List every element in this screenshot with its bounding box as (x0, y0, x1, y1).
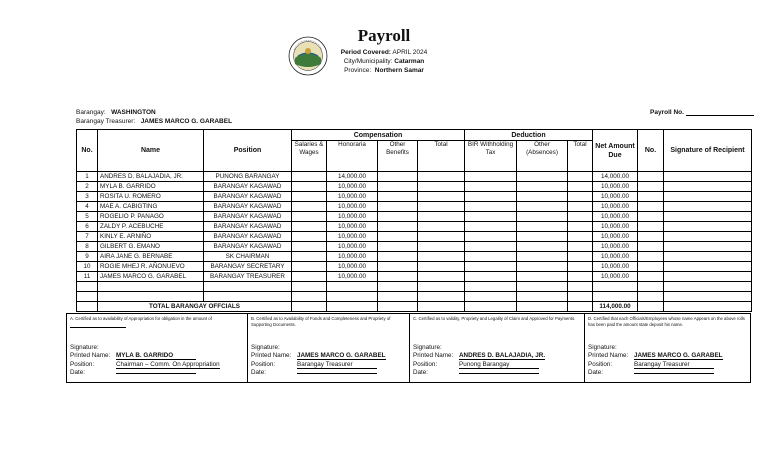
total-row (77, 302, 752, 312)
cert-c-position: Position: Punong Barangay (413, 361, 545, 369)
cert-c-signature: Signature: (413, 344, 442, 351)
table-row: 2 MYLA B. GARRIDO BARANGAY KAGAWAD 10,000.00 10,000.00 (77, 182, 752, 192)
payroll-table (76, 129, 752, 312)
table-row: 8 GILBERT G. EMANO BARANGAY KAGAWAD 10,000.00 10,000.00 (77, 242, 752, 252)
cert-a-text: A. Certified as to availability of Appropriation for obligation in the amount of (70, 316, 244, 340)
cert-b-signature: Signature: (251, 344, 280, 351)
cert-b (248, 314, 410, 382)
cert-a (67, 314, 248, 382)
cert-c-text: C. Certified as to validity, Propriety and Legality of Claim and Approved for Payments. (413, 316, 576, 321)
amount-blank[interactable] (70, 322, 126, 328)
col-no: No. (77, 130, 98, 172)
city-line: City/Municipality: Catarman (343, 58, 425, 65)
cert-c-name: Printed Name: ANDRES D. BALAJADIA, JR. (413, 352, 546, 360)
payroll-rows (77, 172, 752, 312)
col-net-amount: Net Amount Due (593, 130, 638, 172)
col-compensation: Compensation (292, 130, 465, 141)
cert-b-date: Date: (251, 369, 386, 377)
table-row: 3 ROSITA U. ROMERO BARANGAY KAGAWAD 10,000.00 10,000.00 (77, 192, 752, 202)
cert-d-date: Date: (588, 369, 723, 377)
table-row: 7 KINLY E. ARNIÑO BARANGAY KAGAWAD 10,000.00 10,000.00 (77, 232, 752, 242)
cert-c-date: Date: (413, 369, 545, 377)
table-row: 1 ANDRES D. BALAJADIA, JR. PUNONG BARANGAY 14,000.00 14,000.00 (77, 172, 752, 182)
treasurer-line: Barangay Treasurer: JAMES MARCO G. GARABEL (76, 118, 233, 125)
barangay-line: Barangay: WASHINGTON (76, 109, 156, 116)
cert-d-signature: Signature: (588, 344, 617, 351)
cert-a-name: Printed Name: MYLA B. GARRIDO (70, 352, 220, 360)
table-row: 6 ZALDY P. ACEBUCHE BARANGAY KAGAWAD 10,000.00 10,000.00 (77, 222, 752, 232)
payroll-number-blank[interactable] (686, 108, 754, 116)
cert-d-name: Printed Name: JAMES MARCO G. GARABEL (588, 352, 723, 360)
col-other-benefits: Other Benefits (378, 141, 418, 172)
cert-d-text: D. Certified that each Officials/Employees whose name Appears on the above rolls has been paid the amount state deposit his name. (588, 316, 745, 327)
cert-d-position: Position: Barangay Treasurer (588, 361, 723, 369)
table-row: 9 AIRA JANE G. BERNABE SK CHAIRMAN 10,000.00 10,000.00 (77, 252, 752, 262)
province-line: Province: Northern Samar (344, 67, 424, 74)
table-row-empty (77, 282, 752, 292)
page-title: Payroll (357, 26, 411, 45)
cert-c (410, 314, 585, 382)
cert-b-text: B. Certified as to Availability of Funds and Completeness and Propriety of Supporting Documents. (251, 316, 391, 327)
col-salaries: Salaries & Wages (292, 141, 327, 172)
table-row: 11 JAMES MARCO G. GARABEL BARANGAY TREASURER 10,000.00 10,000.00 (77, 272, 752, 282)
cert-a-signature: Signature: (70, 344, 99, 351)
total-net-amount: 114,000.00 (593, 302, 638, 312)
cert-a-date: Date: (70, 369, 220, 377)
cert-b-position: Position: Barangay Treasurer (251, 361, 386, 369)
col-position: Position (204, 130, 292, 172)
col-bir-tax: BIR Withholding Tax (465, 141, 517, 172)
payroll-number: Payroll No. (650, 108, 754, 116)
cert-b-name: Printed Name: JAMES MARCO G. GARABEL (251, 352, 386, 360)
col-no-2: No. (638, 130, 664, 172)
table-row: 10 ROGIE MHEJ R. AÑONUEVO BARANGAY SECRETARY 10,000.00 10,000.00 (77, 262, 752, 272)
table-row: 4 MAE A. CABIGTING BARANGAY KAGAWAD 10,000.00 10,000.00 (77, 202, 752, 212)
period-line: Period Covered: APRIL 2024 (340, 49, 428, 56)
col-comp-total: Total (418, 141, 465, 172)
col-ded-total: Total (568, 141, 593, 172)
col-name: Name (98, 130, 204, 172)
col-signature: Signature of Recipient (664, 130, 752, 172)
payroll-header (0, 26, 768, 75)
col-deduction: Deduction (465, 130, 593, 141)
cert-a-position: Position: Chairman – Comm. On Appropriation (70, 360, 220, 368)
col-other-absences: Other (Absences) (517, 141, 568, 172)
col-honoraria: Honoraria (327, 141, 378, 172)
table-row-empty (77, 292, 752, 302)
cert-d (585, 314, 750, 382)
table-row: 5 ROGELIO P. PANAGO BARANGAY KAGAWAD 10,000.00 10,000.00 (77, 212, 752, 222)
barangay-meta (76, 108, 232, 126)
certification-section (66, 313, 751, 383)
total-label: TOTAL BARANGAY OFFCIALS (98, 302, 292, 312)
